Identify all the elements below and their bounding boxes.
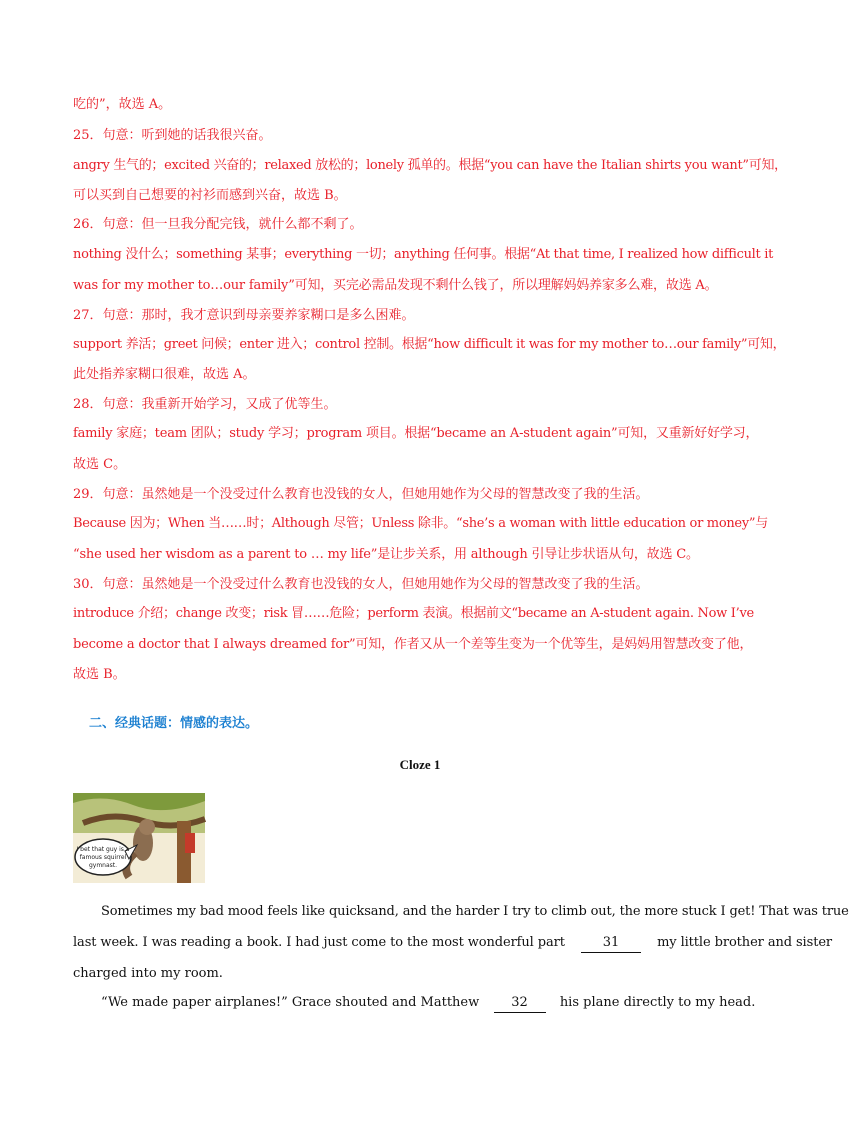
passage-text: “We made paper airplanes!” Grace shouted and Matthew [101, 995, 480, 1010]
passage-line: Sometimes my bad mood feels like quicksand, and the harder I try to climb out, the more stuck I get! That was true [101, 904, 849, 919]
squirrel-cartoon-image [73, 793, 205, 883]
answer-line: family 家庭；team 团队；study 学习；program 项目。根据“became an A-student again”可知，又重新好好学习， [73, 426, 759, 441]
answer-line: 25．句意：听到她的话我很兴奋。 [73, 128, 272, 143]
blank-31[interactable]: 31 [581, 934, 641, 953]
answer-line: 吃的”，故选 A。 [73, 97, 172, 112]
svg-text:gymnast.: gymnast. [88, 862, 118, 869]
answer-line: 28．句意：我重新开始学习，又成了优等生。 [73, 397, 337, 412]
answer-line: introduce 介绍；change 改变；risk 冒……危险；perform 表演。根据前文“became an A-student again. Now I’ve [73, 606, 754, 621]
passage-line [101, 994, 756, 1013]
passage-text: last week. I was reading a book. I had just come to the most wonderful part [73, 935, 565, 950]
passage-line [73, 934, 833, 953]
answer-line: 此处指养家糊口很难，故选 A。 [73, 367, 256, 382]
answer-line: 29．句意：虽然她是一个没受过什么教育也没钱的女人，但她用她作为父母的智慧改变了我的生活。 [73, 487, 649, 502]
blank-32[interactable]: 32 [494, 994, 546, 1013]
answer-line: support 养活；greet 问候；enter 进入；control 控制。根据“how difficult it was for my mother to…our family”可知， [73, 337, 786, 352]
answer-line: nothing 没什么；something 某事；everything 一切；anything 任何事。根据“At that time, I realized how difficult it [73, 247, 774, 262]
answer-line: become a doctor that I always dreamed for”可知，作者又从一个差等生变为一个优等生，是妈妈用智慧改变了他， [73, 637, 753, 652]
answer-line: was for my mother to…our family”可知，买完必需品发现不剩什么钱了，所以理解妈妈养家多么难，故选 A。 [73, 278, 718, 293]
answer-line: 30．句意：虽然她是一个没受过什么教育也没钱的女人，但她用她作为父母的智慧改变了我的生活。 [73, 577, 649, 592]
passage-line: charged into my room. [73, 966, 223, 981]
svg-text:famous squirrel: famous squirrel [79, 854, 127, 861]
answer-line: 27．句意：那时，我才意识到母亲要养家糊口是多么困难。 [73, 308, 415, 323]
passage-text: his plane directly to my head. [559, 995, 756, 1010]
answer-line: angry 生气的；excited 兴奋的；relaxed 放松的；lonely 孤单的。根据“you can have the Italian shirts you want”可知， [73, 158, 787, 173]
cloze-title: Cloze 1 [399, 757, 441, 772]
squirrel-illustration [73, 793, 205, 883]
answer-line: 可以买到自己想要的衬衫而感到兴奋，故选 B。 [73, 188, 347, 203]
passage-text: my little brother and sister [657, 935, 833, 950]
section-heading: 二、经典话题：情感的表达。 [89, 716, 259, 731]
answer-line: “she used her wisdom as a parent to … my life”是让步关系，用 although 引导让步状语从句，故选 C。 [73, 547, 699, 562]
svg-text:I bet that guy is a: I bet that guy is a [76, 846, 130, 853]
answer-line: 26．句意：但一旦我分配完钱，就什么都不剩了。 [73, 217, 363, 232]
answer-line: Because 因为；When 当……时；Although 尽管；Unless 除非。“she’s a woman with little education or money”与 [73, 516, 768, 531]
answer-line: 故选 B。 [73, 667, 126, 682]
answer-line: 故选 C。 [73, 457, 127, 472]
